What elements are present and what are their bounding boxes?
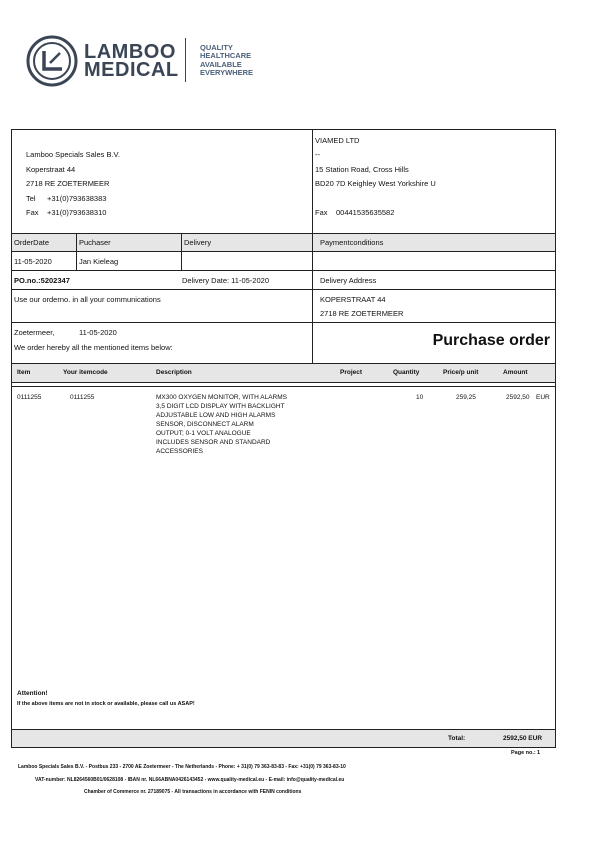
line-currency: EUR (536, 394, 550, 401)
page-number: 1 (537, 750, 541, 756)
line-amount: 2592,50 (506, 394, 530, 401)
total-row-bg (12, 729, 555, 747)
label-delivery: Delivery (184, 238, 212, 247)
brand-name-line1: LAMBOO (84, 41, 176, 63)
line-item-number: 0111255 (17, 394, 42, 401)
line-description-1: MX300 OXYGEN MONITOR, WITH ALARMS (156, 394, 287, 401)
recipient-fax: 00441535635582 (336, 208, 395, 217)
sender-fax-label: Fax (26, 208, 39, 217)
order-date-value: 11-05-2020 (14, 257, 52, 266)
recipient-street: 15 Station Road, Cross Hills (315, 165, 409, 174)
order-intro: We order hereby all the mentioned items below: (14, 343, 173, 352)
line-description-4: SENSOR, DISCONNECT ALARM (156, 421, 254, 428)
purchase-order-frame (11, 129, 556, 748)
line-quantity: 10 (416, 394, 424, 401)
use-order-no-note: Use our orderno. in all your communications (14, 295, 161, 304)
attention-text: If the above items are not in stock or available, please call us ASAP! (17, 701, 195, 707)
line-price: 259,25 (456, 394, 476, 401)
line-description-3: ADJUSTABLE LOW AND HIGH ALARMS (156, 412, 276, 419)
delivery-address-line1: KOPERSTRAAT 44 (320, 295, 386, 304)
footer-line-2: VAT-number: NL8264560B01/0628108 - IBAN nr. NL66ABNA0426143452 - www.quality-medical.eu - E-mail: info@quality-medical.eu (35, 777, 345, 783)
label-order-date: OrderDate (14, 238, 50, 247)
line-description-6: INCLUDES SENSOR AND STANDARD (156, 439, 271, 446)
line-description-5: OUTPUT; 0-1 VOLT ANALOGUE (156, 430, 251, 437)
col-amount: Amount (503, 369, 528, 376)
label-purchaser: Puchaser (79, 238, 111, 247)
recipient-city: BD20 7D Keighley West Yorkshire U (315, 179, 436, 188)
brand-name-line2: MEDICAL (84, 59, 179, 81)
sender-tel-label: Tel (26, 194, 36, 203)
footer-line-1: Lamboo Specials Sales B.V. - Postbus 233 - 2700 AE Zoetermeer - The Netherlands - Phone: + 31(0) 79 363-83-83 - Fax: +31(0) 79 363-83-10 (18, 764, 346, 770)
sender-company: Lamboo Specials Sales B.V. (26, 150, 120, 159)
line-description-2: 3,5 DIGIT LCD DISPLAY WITH BACKLIGHT (156, 403, 285, 410)
tagline-1: QUALITY (200, 43, 233, 52)
place-label: Zoetermeer, (14, 328, 55, 337)
col-price-unit: Price/p unit (443, 369, 479, 376)
footer-line-3: Chamber of Commerce nr. 27189075 - All transactions in accordance with FENIN conditions (84, 789, 302, 795)
purchaser-value: Jan Kieleag (79, 257, 119, 266)
total-value: 2592,50 EUR (503, 735, 543, 742)
recipient-line2: -- (315, 150, 320, 159)
line-item-code: 0111255 (70, 394, 95, 401)
sender-fax: +31(0)793638310 (47, 208, 107, 217)
logo-divider (185, 38, 186, 82)
tagline-2: HEALTHCARE (200, 51, 252, 60)
delivery-address-label: Delivery Address (320, 276, 377, 285)
line-description-7: ACCESSORIES (156, 448, 203, 455)
attention-title: Attention! (17, 690, 48, 697)
sender-street: Koperstraat 44 (26, 165, 76, 174)
col-project: Project (340, 369, 363, 376)
col-description: Description (156, 369, 192, 376)
label-payment-conditions: Paymentconditions (320, 238, 384, 247)
tagline-4: EVERYWHERE (200, 68, 254, 77)
col-your-itemcode: Your itemcode (63, 369, 108, 376)
sender-city: 2718 RE ZOETERMEER (26, 179, 110, 188)
tagline-3: AVAILABLE (200, 60, 242, 69)
sender-tel: +31(0)793638383 (47, 194, 107, 203)
page-label: Page no.: (511, 750, 536, 756)
po-number: PO.no.:5202347 (14, 276, 70, 285)
delivery-date: Delivery Date: 11-05-2020 (182, 276, 269, 285)
col-quantity: Quantity (393, 369, 420, 376)
recipient-company: VIAMED LTD (315, 136, 360, 145)
total-label: Total: (448, 735, 466, 742)
delivery-address-line2: 2718 RE ZOETERMEER (320, 309, 404, 318)
lamboo-logo-icon (26, 35, 78, 87)
col-item: Item (17, 369, 31, 376)
place-date-value: 11-05-2020 (79, 328, 117, 337)
document-title: Purchase order (432, 332, 550, 349)
recipient-fax-label: Fax (315, 208, 328, 217)
